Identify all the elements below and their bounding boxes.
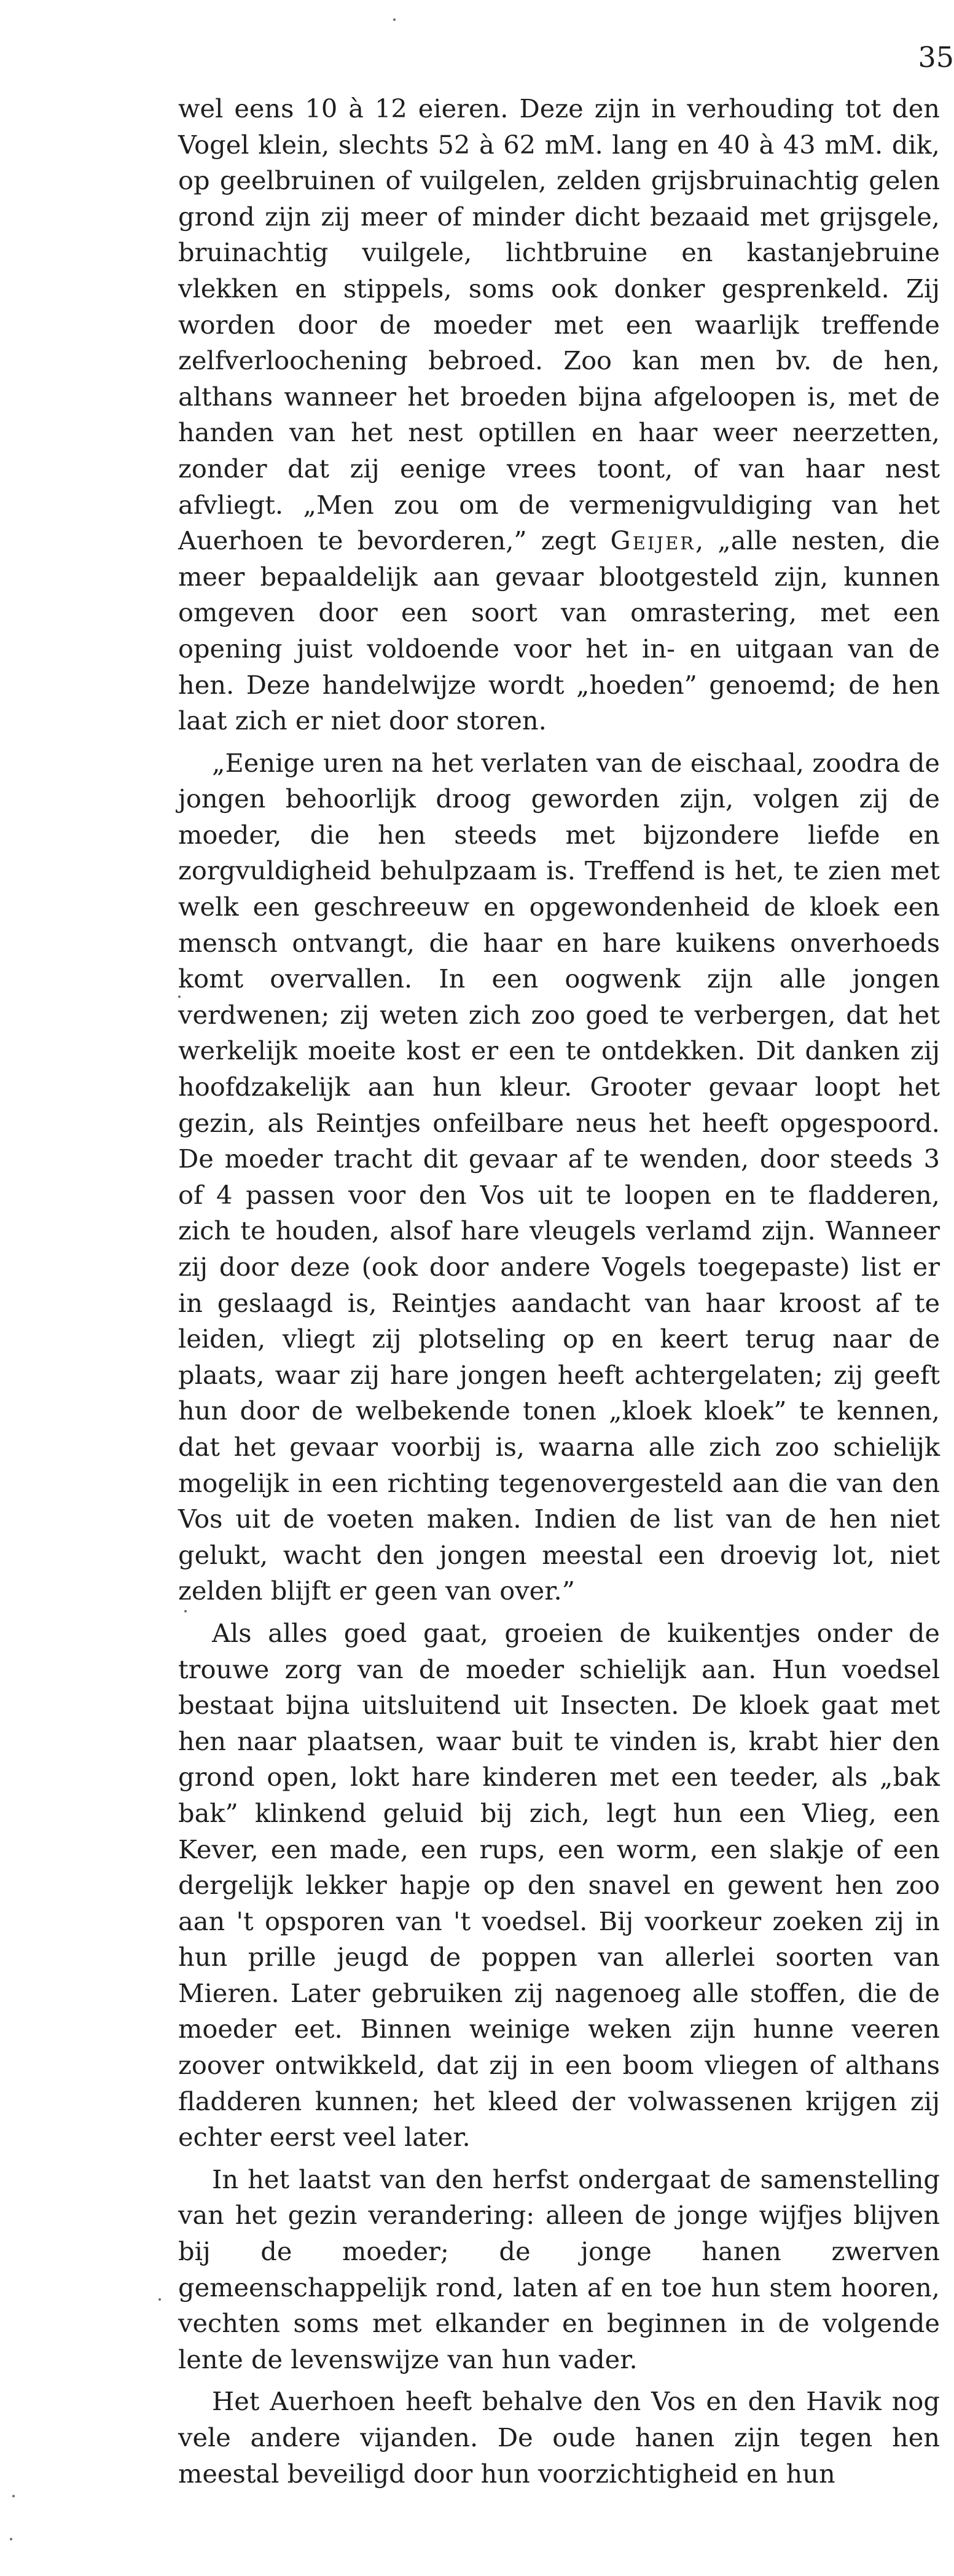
- paragraph-autumn: In het laatst van den herfst ondergaat de samenstelling van het gezin verandering: alleen de jonge wijfjes blijven bij de moeder; de jonge hanen zwerven gemeenschappelijk rond, laten af en toe hun stem hooren, vechten soms met elkander en beginnen in de volgende lente de levenswijze van hun vader.: [178, 2164, 940, 2374]
- page-number: 35: [918, 41, 954, 74]
- scan-speck: [393, 18, 396, 21]
- scan-speck: [184, 1610, 187, 1612]
- text-column: [178, 91, 940, 2492]
- paragraph-eggs: [178, 91, 940, 739]
- paragraph-growth: Als alles goed gaat, groeien de kuikentjes onder de trouwe zorg van de moeder schielijk aan. Hun voedsel bestaat bijna uitsluitend uit Insecten. De kloek gaat met hen naar plaatsen, waar buit te vinden is, krabt hier den grond open, lokt hare kinderen met een teeder, als „bak bak” klinkend geluid bij zich, legt hun een Vlieg, een Kever, een made, een rups, een worm, een slakje of een dergelijk lekker hapje op den snavel en gewent hen zoo aan 't opsporen van 't voedsel. Bij voorkeur zoeken zij in hun prille jeugd de poppen van allerlei soorten van Mieren. Later gebruiken zij nagenoeg alle stoffen, die de moeder eet. Binnen weinige weken zijn hunne veeren zoover ontwikkeld, dat zij in een boom vliegen of althans fladderen kunnen; het kleed der volwassenen krijgen zij echter eerst veel later.: [178, 1617, 940, 2153]
- scan-speck: [158, 2298, 161, 2301]
- author-name: Geijer: [610, 525, 695, 556]
- paragraph-chicks-quote: „Eenige uren na het verlaten van de eischaal, zoodra de jongen behoorlijk droog geworden zijn, volgen zij de moeder, die hen steeds met bijzondere liefde en zorgvuldigheid behulpzaam is. Treffend is het, te zien met welk een geschreeuw en opgewondenheid de kloek een mensch ontvangt, die haar en hare kuikens onverhoeds komt overvallen. In een oogwenk zijn alle jongen verdwenen; zij weten zich zoo goed te verbergen, dat het werkelijk moeite kost er een te ontdekken. Dit danken zij hoofdzakelijk aan hun kleur. Grooter gevaar loopt het gezin, als Reintjes onfeilbare neus het heeft opgespoord. De moeder tracht dit gevaar af te wenden, door steeds 3 of 4 passen voor den Vos uit te loopen en te fladderen, zich te houden, alsof hare vleugels verlamd zijn. Wanneer zij door deze (ook door andere Vogels toegepaste) list er in geslaagd is, Reintjes aandacht van haar kroost af te leiden, vliegt zij plotseling op en keert terug naar de plaats, waar zij hare jongen heeft achtergelaten; zij geeft hun door de welbekende tonen „kloek kloek” te kennen, dat het gevaar voorbij is, waarna alle zich zoo schielijk mogelijk in een richting tegenovergesteld aan die van den Vos uit de voeten maken. Indien de list van de hen niet gelukt, wacht den jongen meestal een droevig lot, niet zelden blijft er geen van over.”: [178, 747, 940, 1606]
- scan-speck: [178, 995, 181, 998]
- paragraph-enemies: Het Auerhoen heeft behalve den Vos en den Havik nog vele andere vijanden. De oude hanen zijn tegen hen meestal beveiligd door hun voorzichtigheid en hun: [178, 2386, 940, 2489]
- paragraph-text: wel eens 10 à 12 eieren. Deze zijn in verhouding tot den Vogel klein, slechts 52 à 62 mM. lang en 40 à 43 mM. dik, op geelbruinen of vuilgelen, zelden grijsbruinachtig gelen grond zijn zij meer of minder dicht bezaaid met grijsgele, bruinachtig vuilgele, lichtbruine en kastanjebruine vlekken en stippels, soms ook donker gesprenkeld. Zij worden door de moeder met een waarlijk treffende zelfverloochening bebroed. Zoo kan men bv. de hen, althans wanneer het broeden bijna afgeloopen is, met de handen van het nest optillen en haar weer neerzetten, zonder dat zij eenige vrees toont, of van haar nest afvliegt. „Men zou om de vermenigvuldiging van het Auerhoen te bevorderen,” zegt: [178, 93, 940, 556]
- scan-speck: [12, 2495, 15, 2497]
- scan-speck: [10, 2538, 12, 2540]
- paragraph-text-continued: , „alle nesten, die meer bepaaldelijk aan gevaar blootgesteld zijn, kunnen omgeven door een soort van omrastering, met een opening juist voldoende voor het in- en uitgaan van de hen. Deze handelwijze wordt „hoeden” genoemd; de hen laat zich er niet door storen.: [178, 525, 940, 736]
